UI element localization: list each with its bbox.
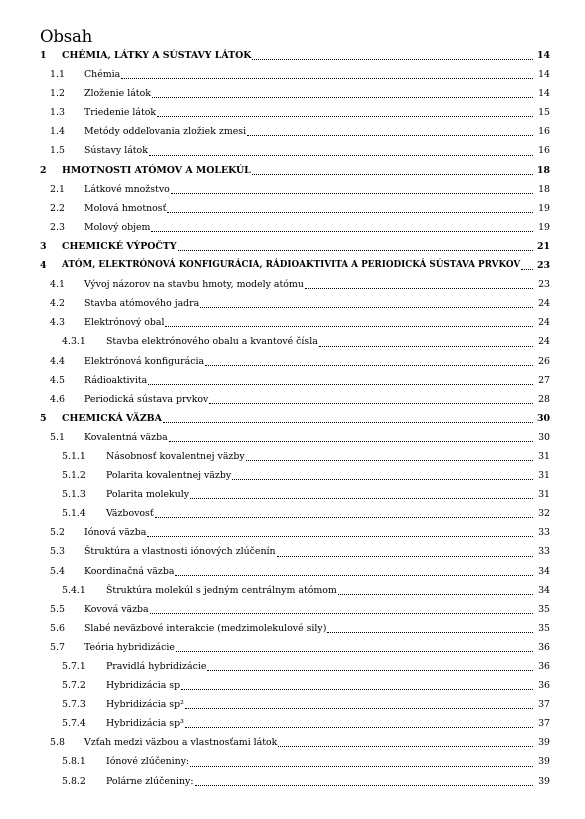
toc-entry-number: 5.4.1 xyxy=(62,584,86,596)
toc-entry-number: 1.3 xyxy=(50,107,65,119)
toc-entry-label: Štruktúra molekúl s jedným centrálnym atómom xyxy=(106,584,337,596)
dot-leader xyxy=(205,365,533,366)
toc-entry-page: 23 xyxy=(536,260,550,272)
toc-entry-page: 36 xyxy=(538,641,550,653)
table-of-contents xyxy=(40,46,550,791)
dot-leader xyxy=(185,708,533,709)
dot-leader xyxy=(232,479,533,480)
toc-entry-page: 33 xyxy=(538,546,550,558)
toc-entry-page: 30 xyxy=(536,412,550,424)
toc-entry[interactable] xyxy=(40,141,550,160)
toc-entry-page: 31 xyxy=(538,450,550,462)
dot-leader xyxy=(195,785,533,786)
toc-entry-page: 36 xyxy=(538,661,550,672)
toc-entry-number: 5.1.4 xyxy=(62,508,86,520)
toc-entry-number: 5.8 xyxy=(50,737,65,749)
toc-entry-number: 4.1 xyxy=(50,279,65,291)
toc-entry-label: Slabé neväzbové interakcie (medzimolekulové sily) xyxy=(84,622,327,634)
dot-leader xyxy=(252,174,533,175)
toc-entry-label: Iónová väzba xyxy=(84,527,147,539)
toc-entry-page: 33 xyxy=(538,527,550,539)
toc-entry-page: 32 xyxy=(538,508,550,520)
dot-leader xyxy=(149,155,533,156)
toc-entry-page: 16 xyxy=(538,126,550,138)
toc-entry-label: Kovalentná väzba xyxy=(84,431,168,443)
toc-entry[interactable] xyxy=(40,275,550,294)
toc-entry-number: 5.1.2 xyxy=(62,470,86,482)
toc-entry-label: Molový objem xyxy=(84,221,151,233)
dot-leader xyxy=(246,460,533,461)
toc-entry-label: Periodická sústava prvkov xyxy=(84,393,209,405)
toc-entry[interactable] xyxy=(40,638,550,657)
toc-entry-page: 36 xyxy=(538,680,550,692)
toc-entry[interactable] xyxy=(40,695,550,714)
toc-entry[interactable] xyxy=(40,752,550,771)
toc-entry-label: CHÉMIA, LÁTKY A SÚSTAVY LÁTOK xyxy=(62,50,252,61)
toc-entry-label: Pravidlá hybridizácie xyxy=(106,661,207,672)
dot-leader xyxy=(169,441,533,442)
toc-entry-page: 14 xyxy=(536,50,550,61)
dot-leader xyxy=(181,689,533,690)
dot-leader xyxy=(338,594,533,595)
toc-entry-number: 5.3 xyxy=(50,546,65,558)
toc-entry-label: Stavba atómového jadra xyxy=(84,298,200,310)
toc-entry-number: 4.2 xyxy=(50,298,65,310)
toc-entry-label: Polárne zlúčeniny: xyxy=(106,775,194,787)
toc-entry-label: Triedenie látok xyxy=(84,107,157,119)
toc-entry[interactable] xyxy=(40,676,550,695)
toc-entry-page: 19 xyxy=(538,202,550,214)
toc-entry-number: 5.6 xyxy=(50,622,65,634)
dot-leader xyxy=(175,575,533,576)
toc-entry-number: 4.5 xyxy=(50,374,65,386)
toc-entry-number: 5.8.2 xyxy=(62,775,86,787)
toc-entry-page: 30 xyxy=(538,431,550,443)
toc-entry-page: 28 xyxy=(538,393,550,405)
toc-entry-page: 35 xyxy=(538,622,550,634)
toc-entry-page: 15 xyxy=(538,107,550,119)
toc-entry[interactable] xyxy=(40,600,550,619)
toc-entry-number: 5.1.1 xyxy=(62,450,86,462)
dot-leader xyxy=(171,193,533,194)
toc-entry[interactable] xyxy=(40,122,550,141)
toc-entry-page: 24 xyxy=(538,298,550,310)
toc-entry[interactable] xyxy=(40,714,550,733)
dot-leader xyxy=(278,746,533,747)
toc-entry[interactable] xyxy=(40,199,550,218)
dot-leader xyxy=(327,632,533,633)
toc-entry-label: CHEMICKÁ VÄZBA xyxy=(62,412,162,424)
dot-leader xyxy=(148,384,533,385)
dot-leader xyxy=(178,250,533,251)
toc-entry-page: 39 xyxy=(538,775,550,787)
toc-entry-number: 4.3.1 xyxy=(62,336,86,348)
toc-entry-label: Molová hmotnosť xyxy=(84,202,167,214)
toc-entry[interactable] xyxy=(40,218,550,237)
toc-entry-number: 3 xyxy=(40,240,47,252)
toc-entry-number: 5.8.1 xyxy=(62,756,86,768)
toc-entry-page: 37 xyxy=(538,699,550,711)
toc-entry-label: Vzťah medzi väzbou a vlastnosťami látok xyxy=(84,737,278,749)
dot-leader xyxy=(157,116,533,117)
dot-leader xyxy=(190,766,533,767)
toc-entry[interactable] xyxy=(40,619,550,638)
toc-entry-page: 14 xyxy=(538,69,550,81)
toc-entry-number: 2.3 xyxy=(50,221,65,233)
toc-entry[interactable] xyxy=(40,772,550,791)
toc-entry-number: 2 xyxy=(40,164,47,176)
toc-entry-label: Násobnosť kovalentnej väzby xyxy=(106,450,245,462)
toc-title: Obsah xyxy=(40,27,93,46)
dot-leader xyxy=(163,422,533,423)
toc-entry-number: 5.7.4 xyxy=(62,718,86,730)
toc-entry[interactable] xyxy=(40,409,550,428)
dot-leader xyxy=(121,78,533,79)
toc-entry[interactable] xyxy=(40,237,550,256)
toc-entry[interactable] xyxy=(40,46,550,65)
toc-entry-page: 34 xyxy=(538,565,550,577)
toc-entry-number: 5.7 xyxy=(50,641,65,653)
dot-leader xyxy=(152,97,533,98)
toc-entry[interactable] xyxy=(40,256,550,275)
toc-entry-page: 39 xyxy=(538,756,550,768)
toc-entry-page: 37 xyxy=(538,718,550,730)
toc-entry-label: Rádioaktivita xyxy=(84,374,148,386)
dot-leader xyxy=(167,212,533,213)
toc-entry[interactable] xyxy=(40,657,550,676)
toc-entry[interactable] xyxy=(40,466,550,485)
toc-entry-label: Koordinačná väzba xyxy=(84,565,175,577)
toc-entry[interactable] xyxy=(40,428,550,447)
toc-entry-number: 5.5 xyxy=(50,603,65,615)
toc-entry[interactable] xyxy=(40,581,550,600)
toc-entry-page: 31 xyxy=(538,489,550,501)
toc-entry[interactable] xyxy=(40,294,550,313)
toc-entry[interactable] xyxy=(40,733,550,752)
toc-entry-number: 4 xyxy=(40,260,47,272)
toc-entry-page: 14 xyxy=(538,88,550,100)
toc-entry-label: CHEMICKÉ VÝPOČTY xyxy=(62,240,177,252)
toc-entry-number: 5.2 xyxy=(50,527,65,539)
toc-entry-number: 4.3 xyxy=(50,317,65,329)
toc-entry-label: Hybridizácia sp² xyxy=(106,699,184,711)
toc-entry-page: 18 xyxy=(536,164,550,176)
toc-entry-number: 5.1 xyxy=(50,431,65,443)
dot-leader xyxy=(521,269,533,270)
toc-entry-number: 2.2 xyxy=(50,202,65,214)
toc-entry-number: 1.5 xyxy=(50,145,65,157)
toc-entry[interactable] xyxy=(40,390,550,409)
toc-entry-number: 1.2 xyxy=(50,88,65,100)
toc-entry-number: 5.4 xyxy=(50,565,65,577)
toc-entry-label: Sústavy látok xyxy=(84,145,148,157)
toc-entry-label: Metódy oddeľovania zložiek zmesi xyxy=(84,126,247,138)
toc-entry[interactable] xyxy=(40,371,550,390)
toc-entry[interactable] xyxy=(40,352,550,371)
toc-entry-label: Kovová väzba xyxy=(84,603,149,615)
dot-leader xyxy=(209,403,533,404)
dot-leader xyxy=(190,498,533,499)
toc-entry[interactable] xyxy=(40,180,550,199)
toc-entry[interactable] xyxy=(40,161,550,180)
toc-entry-page: 34 xyxy=(538,584,550,596)
toc-entry[interactable] xyxy=(40,562,550,581)
toc-entry[interactable] xyxy=(40,65,550,84)
toc-entry-label: Vývoj názorov na stavbu hmoty, modely atómu xyxy=(84,279,304,291)
toc-entry-page: 18 xyxy=(538,183,550,195)
dot-leader xyxy=(185,727,533,728)
dot-leader xyxy=(207,670,533,671)
toc-entry-number: 1 xyxy=(40,50,47,61)
toc-entry-page: 16 xyxy=(538,145,550,157)
toc-entry-number: 4.6 xyxy=(50,393,65,405)
toc-entry-page: 21 xyxy=(536,240,550,252)
toc-entry[interactable] xyxy=(40,313,550,332)
toc-entry-label: Hybridizácia sp xyxy=(106,680,181,692)
toc-entry-number: 2.1 xyxy=(50,183,65,195)
toc-entry-number: 5.7.3 xyxy=(62,699,86,711)
dot-leader xyxy=(319,346,533,347)
toc-entry-label: Látkové množstvo xyxy=(84,183,170,195)
dot-leader xyxy=(277,556,533,557)
toc-entry-page: 24 xyxy=(538,336,550,348)
toc-entry-number: 4.4 xyxy=(50,355,65,367)
toc-entry-label: Iónové zlúčeniny: xyxy=(106,756,190,768)
toc-entry-label: Hybridizácia sp³ xyxy=(106,718,184,730)
toc-entry-label: Elektrónová konfigurácia xyxy=(84,355,205,367)
toc-entry-number: 5.7.1 xyxy=(62,661,86,672)
toc-entry-label: Polarita molekuly xyxy=(106,489,190,501)
dot-leader xyxy=(252,59,533,60)
toc-entry-label: Chémia xyxy=(84,69,121,81)
toc-entry[interactable] xyxy=(40,485,550,504)
toc-entry-number: 1.4 xyxy=(50,126,65,138)
toc-entry-number: 5.7.2 xyxy=(62,680,86,692)
toc-entry-page: 26 xyxy=(538,355,550,367)
toc-entry[interactable] xyxy=(40,332,550,351)
toc-entry-page: 24 xyxy=(538,317,550,329)
toc-entry[interactable] xyxy=(40,542,550,561)
toc-entry[interactable] xyxy=(40,84,550,103)
toc-entry-label: ATÓM, ELEKTRÓNOVÁ KONFIGURÁCIA, RÁDIOAKTIVITA A PERIODICKÁ SÚSTAVA PRVKOV xyxy=(62,260,521,271)
dot-leader xyxy=(150,613,533,614)
dot-leader xyxy=(247,135,533,136)
toc-entry[interactable] xyxy=(40,523,550,542)
toc-entry-label: Väzbovosť xyxy=(106,508,154,520)
toc-entry-number: 5.1.3 xyxy=(62,489,86,501)
toc-entry-number: 5 xyxy=(40,412,47,424)
dot-leader xyxy=(305,288,533,289)
dot-leader xyxy=(155,517,533,518)
toc-entry-label: Štruktúra a vlastnosti iónových zlúčenín xyxy=(84,546,276,558)
toc-entry-page: 35 xyxy=(538,603,550,615)
dot-leader xyxy=(200,307,533,308)
toc-entry-label: Polarita kovalentnej väzby xyxy=(106,470,232,482)
toc-entry-page: 31 xyxy=(538,470,550,482)
toc-entry-page: 27 xyxy=(538,374,550,386)
dot-leader xyxy=(151,231,533,232)
toc-entry-label: HMOTNOSTI ATÓMOV A MOLEKÚL xyxy=(62,164,251,176)
toc-entry-label: Stavba elektrónového obalu a kvantové čísla xyxy=(106,336,318,348)
dot-leader xyxy=(176,651,533,652)
dot-leader xyxy=(147,536,533,537)
toc-entry-label: Zloženie látok xyxy=(84,88,151,100)
toc-entry-page: 39 xyxy=(538,737,550,749)
toc-entry-number: 1.1 xyxy=(50,69,65,81)
toc-entry-label: Elektrónový obal xyxy=(84,317,165,329)
toc-entry[interactable] xyxy=(40,447,550,466)
toc-entry-label: Teória hybridizácie xyxy=(84,641,175,653)
toc-entry-page: 19 xyxy=(538,221,550,233)
toc-entry[interactable] xyxy=(40,504,550,523)
toc-entry[interactable] xyxy=(40,103,550,122)
toc-entry-page: 23 xyxy=(538,279,550,291)
dot-leader xyxy=(165,326,533,327)
